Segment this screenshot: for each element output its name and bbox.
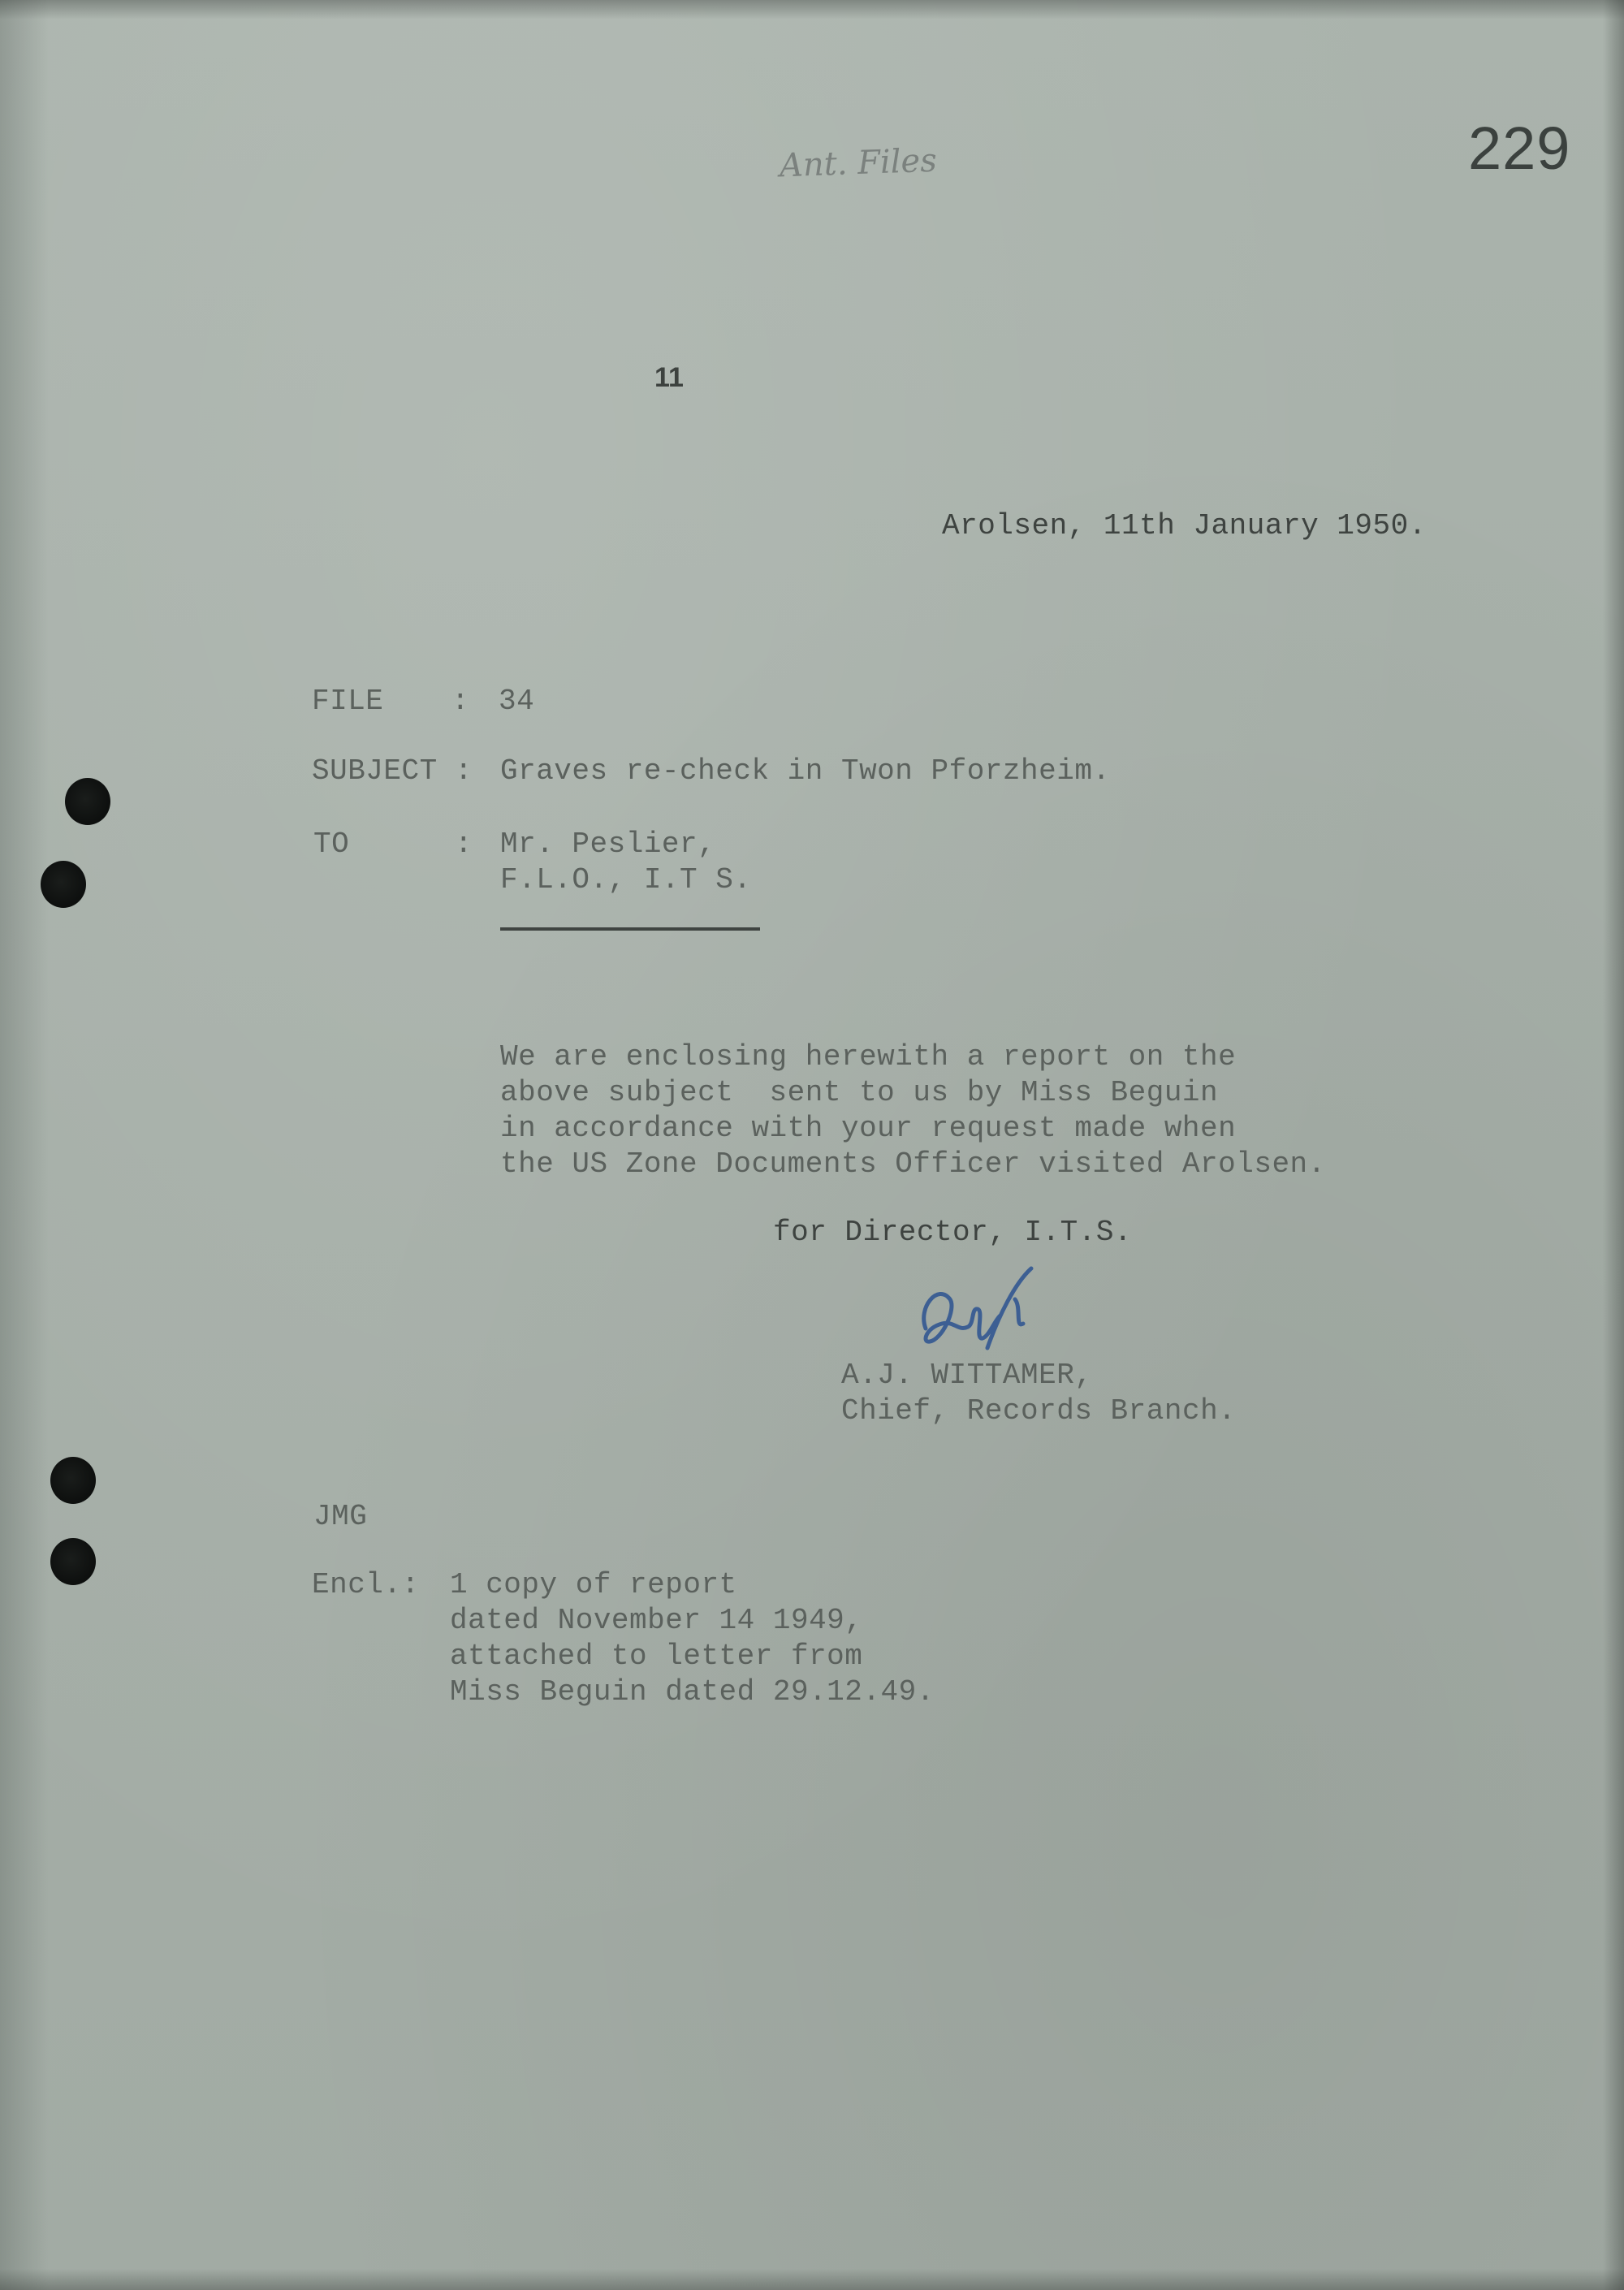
body-line: above subject sent to us by Miss Beguin: [500, 1076, 1219, 1109]
body-line: in accordance with your request made when: [500, 1112, 1237, 1145]
page-edge-shadow: [0, 0, 1624, 19]
file-value: 34: [499, 685, 535, 718]
punch-hole: [50, 1538, 96, 1585]
enclosure-line: Miss Beguin dated 29.12.49.: [450, 1675, 935, 1709]
punch-hole: [65, 778, 110, 825]
recipient-line: Mr. Peslier,: [500, 827, 716, 861]
signatory-title: Chief, Records Branch.: [841, 1394, 1237, 1428]
page-edge-shadow: [0, 0, 49, 2290]
subject-separator: :: [455, 754, 473, 788]
subject-value: Graves re-check in Twon Pforzheim.: [500, 754, 1111, 788]
enclosure-line: dated November 14 1949,: [450, 1604, 863, 1637]
punch-hole: [50, 1457, 96, 1504]
punch-hole: [41, 861, 86, 908]
body-line: We are enclosing herewith a report on the: [500, 1040, 1237, 1074]
for-director-line: for Director, I.T.S.: [773, 1216, 1133, 1249]
signatory-name: A.J. WITTAMER,: [841, 1359, 1093, 1392]
pencil-note: Ant. Files: [779, 141, 938, 185]
page-number: 229: [1468, 114, 1571, 182]
handwritten-signature: [893, 1251, 1047, 1364]
separator-rule: [500, 927, 760, 931]
enclosure-label: Encl.:: [312, 1568, 420, 1601]
to-label: TO: [313, 827, 350, 861]
date-line: Arolsen, 11th January 1950.: [942, 509, 1427, 542]
folio-number: 11: [654, 362, 684, 393]
body-line: the US Zone Documents Officer visited Arolsen.: [500, 1147, 1326, 1181]
file-label: FILE: [312, 685, 384, 718]
enclosure-line: 1 copy of report: [450, 1568, 737, 1601]
enclosure-line: attached to letter from: [450, 1640, 863, 1673]
page-edge-shadow: [1603, 0, 1624, 2290]
file-separator: :: [451, 685, 470, 718]
typist-initials: JMG: [313, 1500, 368, 1533]
subject-label: SUBJECT: [312, 754, 438, 788]
recipient-block: [500, 827, 751, 898]
recipient-line: F.L.O., I.T S.: [500, 863, 752, 897]
to-separator: :: [455, 827, 473, 861]
enclosure-block: [450, 1567, 935, 1710]
body-paragraph: [500, 1039, 1326, 1182]
page-edge-shadow: [0, 2269, 1624, 2290]
